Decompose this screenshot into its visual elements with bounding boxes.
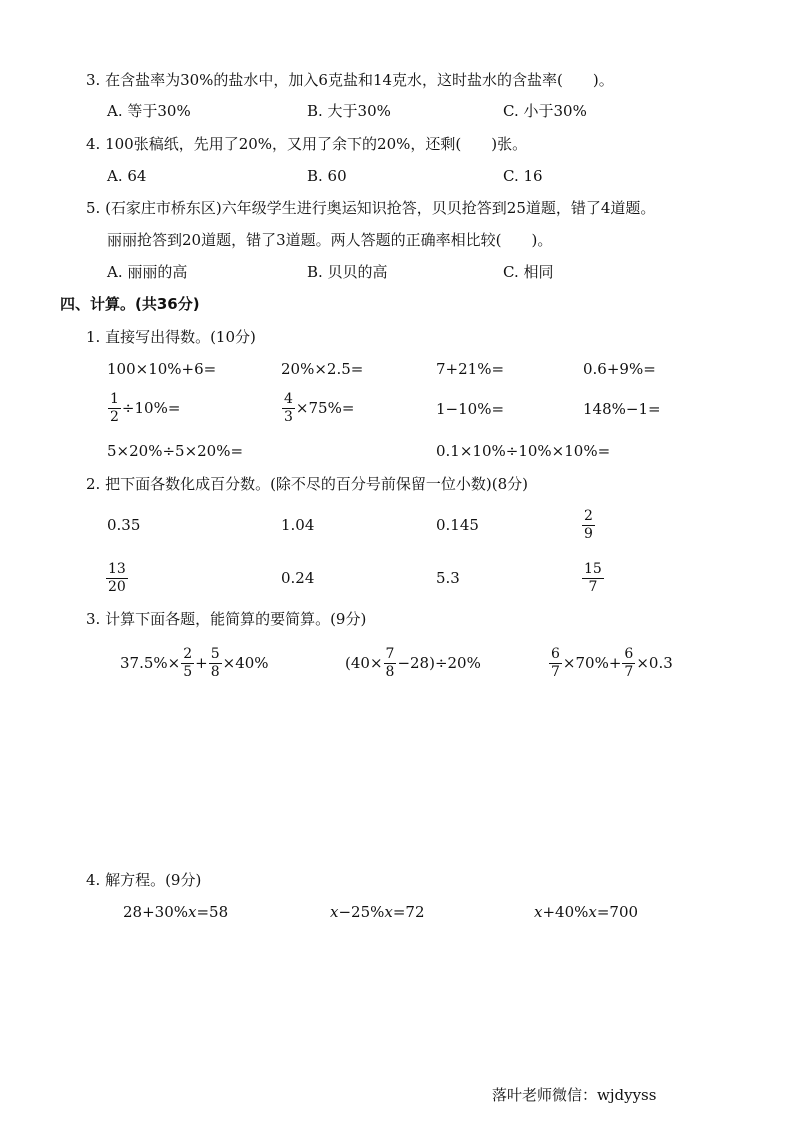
- part-2-title: 2. 把下面各数化成百分数。(除不尽的百分号前保留一位小数)(8分): [86, 475, 529, 493]
- equation-1: 28+30%x=58: [123, 903, 229, 921]
- fraction: $\frac{2}{9}$: [584, 508, 593, 542]
- part-4-title: 4. 解方程。(9分): [86, 871, 202, 889]
- section-4-title: 四、计算。(共36分): [60, 295, 200, 313]
- oral-calc-1: 100×10%+6=: [107, 360, 217, 378]
- convert-item-3: 0.145: [436, 516, 479, 534]
- q3-option-a: A. 等于30%: [107, 102, 191, 120]
- convert-item-5: [105, 562, 129, 594]
- simplify-expr-2: (40× $\frac{7}{8}$ −28)÷20%: [345, 646, 481, 680]
- convert-item-4: [581, 509, 596, 541]
- fraction: $\frac{1}{2}$: [110, 391, 119, 425]
- convert-item-7: 5.3: [436, 569, 460, 587]
- fraction: $\frac{2}{5}$: [183, 646, 193, 680]
- q5-option-a: A. 丽丽的高: [107, 263, 188, 281]
- q5-option-b: B. 贝贝的高: [307, 263, 388, 281]
- q4-option-b: B. 60: [307, 167, 347, 185]
- convert-item-2: 1.04: [281, 516, 315, 534]
- oral-calc-3: 7+21%=: [436, 360, 505, 378]
- oral-calc-10: 0.1×10%÷10%×10%=: [436, 442, 611, 460]
- part-3-title: 3. 计算下面各题，能简算的要简算。(9分): [86, 610, 367, 628]
- q3-option-b: B. 大于30%: [307, 102, 391, 120]
- fraction: $\frac{6}{7}$: [551, 646, 560, 680]
- q4-option-c: C. 16: [503, 167, 543, 185]
- equation-2: x−25%x=72: [330, 903, 425, 921]
- fraction: $\frac{5}{8}$: [210, 646, 220, 680]
- oral-calc-7: 1−10%=: [436, 400, 505, 418]
- fraction: $\frac{6}{7}$: [624, 646, 634, 680]
- q3-option-c: C. 小于30%: [503, 102, 587, 120]
- question-4-stem: 4. 100张稿纸，先用了20%，又用了余下的20%，还剩( )张。: [86, 135, 528, 153]
- oral-calc-2: 20%×2.5=: [281, 360, 364, 378]
- oral-calc-9: 5×20%÷5×20%=: [107, 442, 244, 460]
- simplify-expr-1: 37.5%× $\frac{2}{5}$ + $\frac{5}{8}$ ×40%: [120, 646, 269, 680]
- fraction: $\frac{15}{7}$: [584, 561, 602, 595]
- fraction: $\frac{13}{20}$: [108, 561, 126, 595]
- question-3-stem: 3. 在含盐率为30%的盐水中，加入6克盐和14克水，这时盐水的含盐率( )。: [86, 71, 614, 89]
- convert-item-6: 0.24: [281, 569, 315, 587]
- question-5-stem-line1: 5. (石家庄市桥东区)六年级学生进行奥运知识抢答，贝贝抢答到25道题，错了4道题。: [86, 199, 656, 217]
- oral-calc-6: $\frac{4}{3}$ ×75%=: [284, 391, 355, 425]
- part-1-title: 1. 直接写出得数。(10分): [86, 328, 256, 346]
- simplify-expr-3: $\frac{6}{7}$ ×70%+ $\frac{6}{7}$ ×0.3: [551, 646, 673, 680]
- fraction: $\frac{4}{3}$: [284, 391, 293, 425]
- equation-3: x+40%x=700: [534, 903, 639, 921]
- q5-option-c: C. 相同: [503, 263, 554, 281]
- fraction: $\frac{7}{8}$: [385, 646, 395, 680]
- oral-calc-4: 0.6+9%=: [583, 360, 656, 378]
- oral-calc-5: $\frac{1}{2}$ ÷10%=: [110, 391, 181, 425]
- convert-item-8: [581, 562, 605, 594]
- convert-item-1: 0.35: [107, 516, 141, 534]
- question-5-stem-line2: 丽丽抢答到20道题，错了3道题。两人答题的正确率相比较( )。: [107, 231, 553, 249]
- oral-calc-8: 148%−1=: [583, 400, 661, 418]
- q4-option-a: A. 64: [107, 167, 147, 185]
- footer-contact: 落叶老师微信：wjdyyss: [492, 1086, 657, 1104]
